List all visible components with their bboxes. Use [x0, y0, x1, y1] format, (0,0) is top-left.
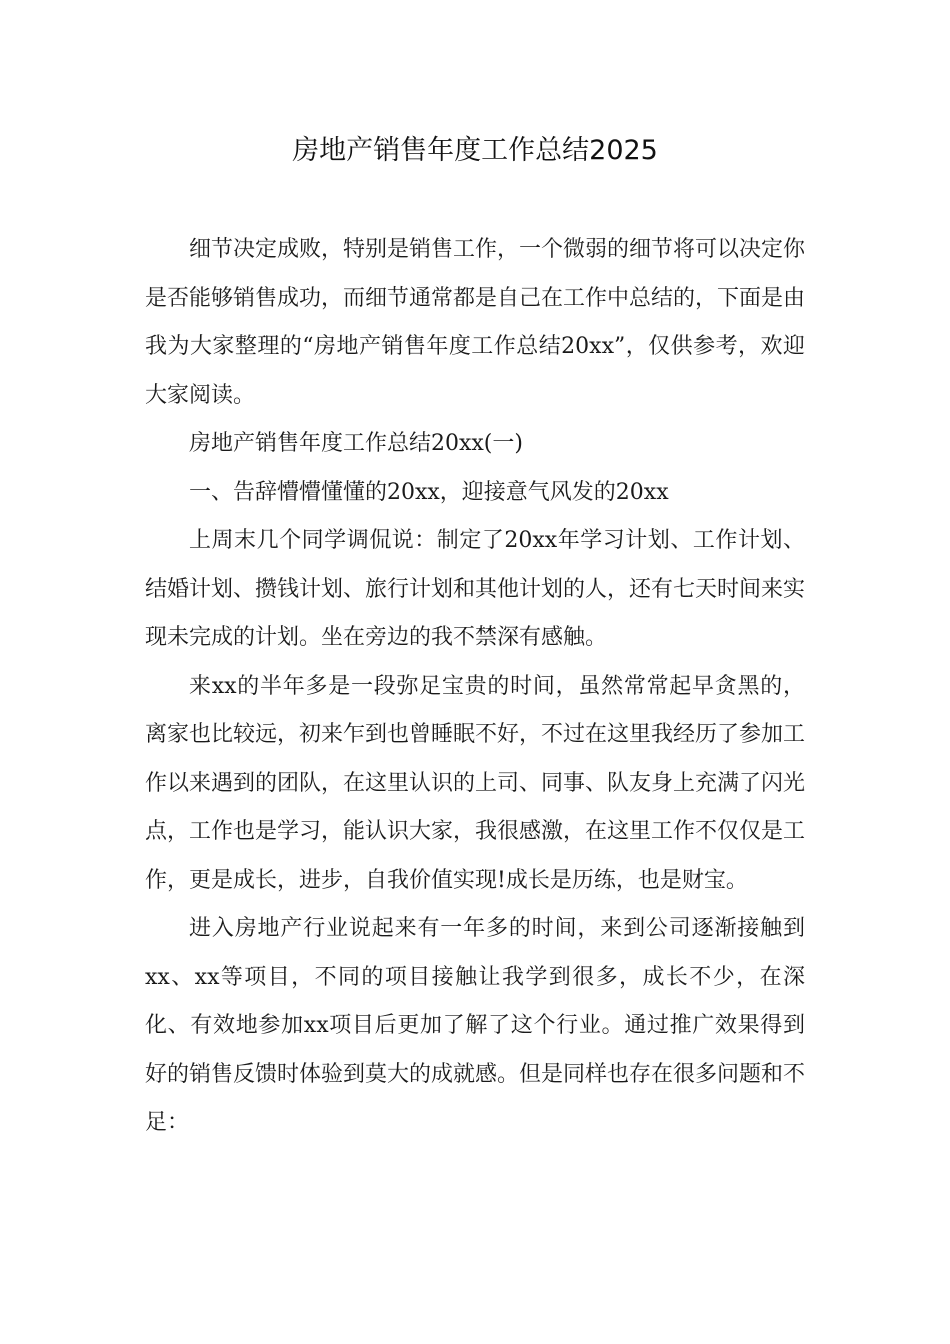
paragraph-experience: 来xx的半年多是一段弥足宝贵的时间，虽然常常起早贪黑的，离家也比较远，初来乍到也曾睡眠不好，不过在这里我经历了参加工作以来遇到的团队，在这里认识的上司、同事、队友身上充满了闪光点，工作也是学习，能认识大家，我很感激，在这里工作不仅仅是工作，更是成长，进步，自我价值实现!成长是历练，也是财宝。 [145, 673, 806, 893]
document-title: 房地产销售年度工作总结2025 [292, 135, 658, 166]
paragraph-industry: 进入房地产行业说起来有一年多的时间，来到公司逐渐接触到xx、xx等项目，不同的项目接触让我学到很多，成长不少，在深化、有效地参加xx项目后更加了解了这个行业。通过推广效果得到好的销售反馈时体验到莫大的成就感。但是同样也存在很多问题和不足： [145, 916, 806, 1135]
document-body [145, 226, 805, 1148]
paragraph-section-heading: 房地产销售年度工作总结20xx(一) [189, 431, 523, 456]
paragraph-subheading: 一、告辞懵懵懂懂的20xx，迎接意气风发的20xx [189, 479, 669, 505]
paragraph-intro: 细节决定成败，特别是销售工作，一个微弱的细节将可以决定你是否能够销售成功，而细节通常都是自己在工作中总结的，下面是由我为大家整理的“房地产销售年度工作总结20xx”，仅供参考，欢迎大家阅读。 [145, 237, 806, 408]
paragraph-plans: 上周末几个同学调侃说：制定了20xx年学习计划、工作计划、结婚计划、攒钱计划、旅行计划和其他计划的人，还有七天时间来实现未完成的计划。坐在旁边的我不禁深有感触。 [145, 528, 806, 650]
